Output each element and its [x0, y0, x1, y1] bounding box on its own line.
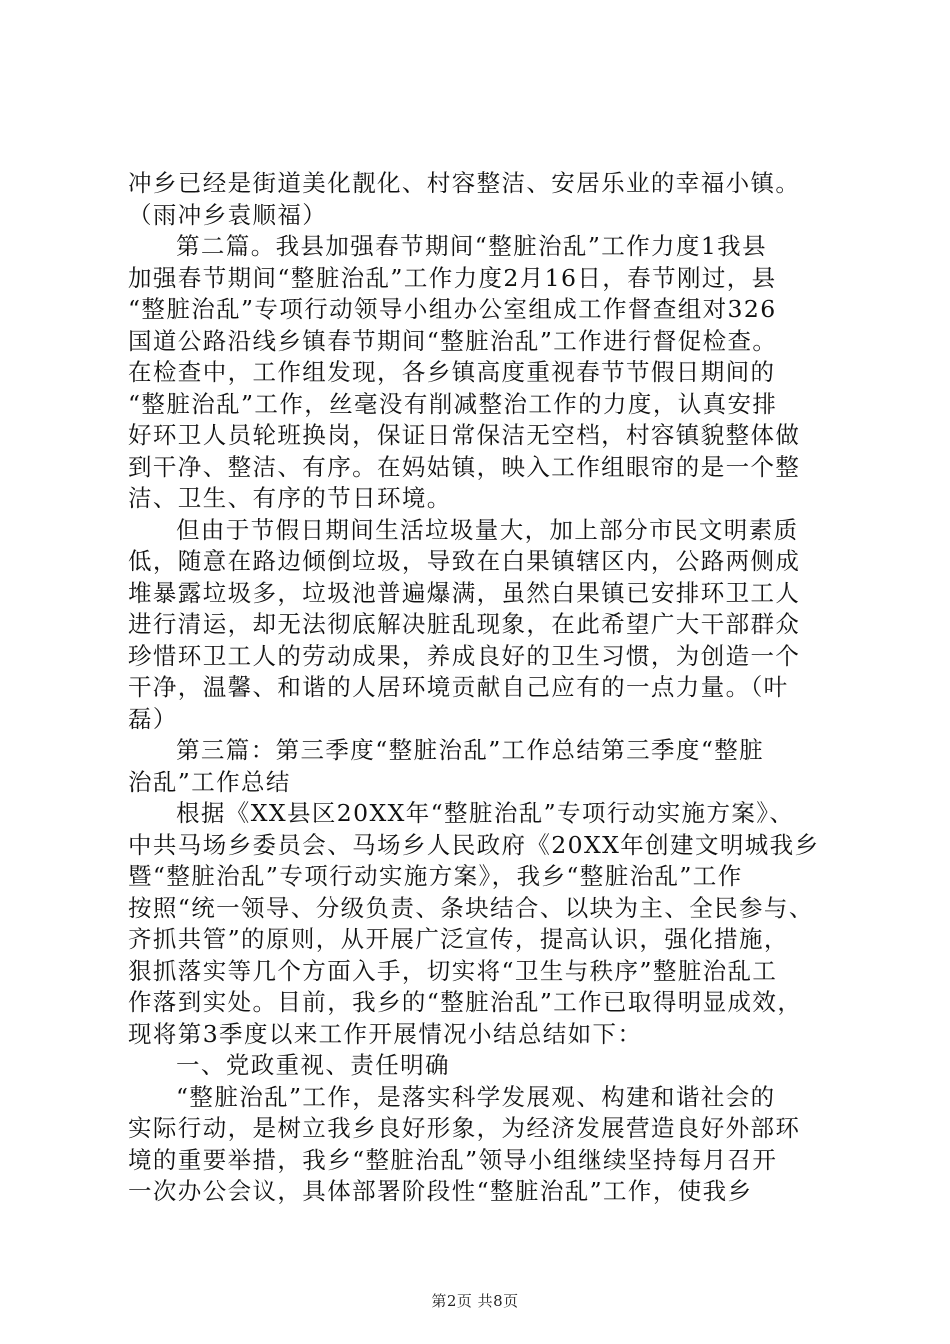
- text-line: （雨冲乡袁顺福）: [128, 200, 328, 229]
- text-line: 进行清运，却无法彻底解决脏乱现象，在此希望广大干部群众: [128, 610, 801, 638]
- text-line: 暨“整脏治乱”专项行动实施方案》，我乡“整脏治乱”工作: [128, 862, 743, 890]
- text-line: 现将第3季度以来工作开展情况小结总结如下：: [128, 1019, 643, 1048]
- text-line: 中共马场乡委员会、马场乡人民政府《20XX年创建文明城我乡: [128, 830, 820, 859]
- text-line: 到干净、整洁、有序。在妈姑镇，映入工作组眼帘的是一个整: [128, 452, 801, 481]
- text-line: 但由于节假日期间生活垃圾量大，加上部分市民文明素质: [176, 515, 799, 544]
- text-line: 狠抓落实等几个方面入手，切实将“卫生与秩序”整脏治乱工: [128, 956, 778, 985]
- document-body: [128, 168, 848, 1208]
- page-number-footer: 第2页 共8页: [431, 1292, 519, 1310]
- text-line: 按照“统一领导、分级负责、条块结合、以块为主、全民参与、: [128, 893, 814, 922]
- text-line: 冲乡已经是街道美化靓化、村容整洁、安居乐业的幸福小镇。: [128, 169, 801, 197]
- text-line: “整脏治乱”工作，丝毫没有削减整治工作的力度，认真安排: [128, 389, 778, 418]
- text-line: “整脏治乱”工作，是落实科学发展观、构建和谐社会的: [176, 1082, 776, 1111]
- text-line: 低，随意在路边倾倒垃圾，导致在白果镇辖区内，公路两侧成: [128, 547, 801, 575]
- text-line: 在检查中，工作组发现，各乡镇高度重视春节节假日期间的: [128, 358, 776, 386]
- text-line: 洁、卫生、有序的节日环境。: [128, 484, 452, 512]
- text-line: 一次办公会议，具体部署阶段性“整脏治乱”工作，使我乡: [128, 1177, 753, 1205]
- text-line: 作落到实处。目前，我乡的“整脏治乱”工作已取得明显成效，: [128, 988, 803, 1016]
- text-line: 第三篇：第三季度“整脏治乱”工作总结第三季度“整脏: [176, 736, 765, 764]
- text-line: 加强春节期间“整脏治乱”工作力度2月16日，春节刚过，县: [128, 263, 777, 292]
- text-line: 境的重要举措，我乡“整脏治乱”领导小组继续坚持每月召开: [128, 1145, 778, 1174]
- text-line: 治乱”工作总结: [128, 767, 291, 796]
- text-line: 磊）: [128, 704, 178, 733]
- text-line: “整脏治乱”专项行动领导小组办公室组成工作督查组对326: [128, 295, 777, 323]
- text-line: 干净，温馨、和谐的人居环境贡献自己应有的一点力量。（叶: [128, 673, 789, 701]
- section-heading: 一、党政重视、责任明确: [176, 1051, 450, 1079]
- text-line: 好环卫人员轮班换岗，保证日常保洁无空档，村容镇貌整体做: [128, 421, 801, 449]
- text-line: 珍惜环卫工人的劳动成果，养成良好的卫生习惯，为创造一个: [128, 641, 801, 670]
- text-line: 国道公路沿线乡镇春节期间“整脏治乱”工作进行督促检查。: [128, 326, 778, 355]
- text-line: 实际行动，是树立我乡良好形象，为经济发展营造良好外部环: [128, 1114, 801, 1142]
- text-line: 齐抓共管”的原则，从开展广泛宣传，提高认识，强化措施，: [128, 925, 789, 953]
- text-line: 根据《XX县区20XX年“整脏治乱”专项行动实施方案》、: [176, 799, 795, 827]
- text-line: 堆暴露垃圾多，垃圾池普遍爆满，虽然白果镇已安排环卫工人: [128, 578, 801, 607]
- text-line: 第二篇。我县加强春节期间“整脏治乱”工作力度1我县: [176, 232, 767, 260]
